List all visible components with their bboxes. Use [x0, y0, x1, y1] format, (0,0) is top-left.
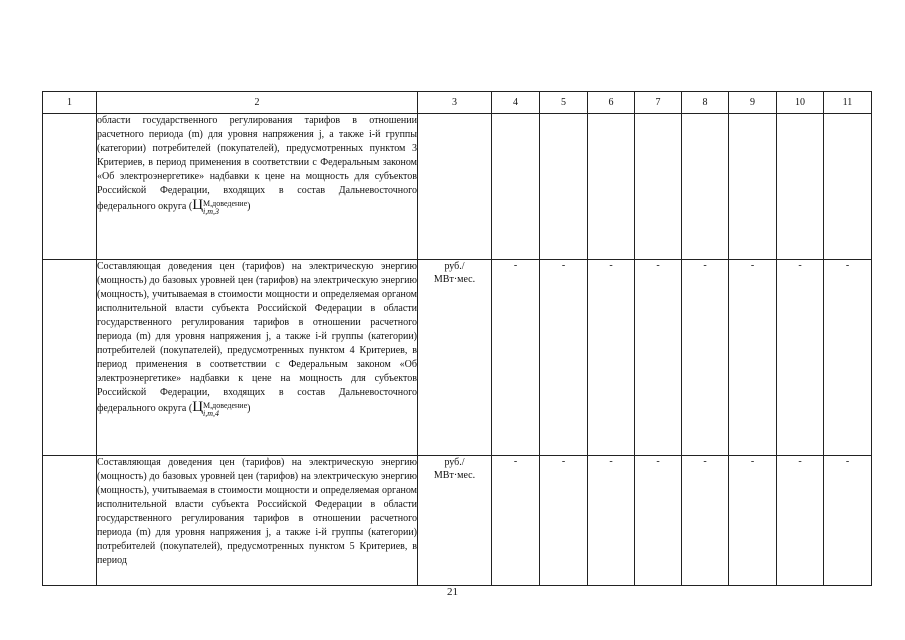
col-header-9: 9	[729, 92, 777, 114]
formula-superscript: М,доведение	[203, 199, 248, 208]
value-cell: -	[824, 456, 872, 586]
value-cell	[635, 114, 682, 260]
value-cell	[682, 114, 729, 260]
unit-cell	[418, 114, 492, 260]
value-cell: -	[540, 260, 588, 456]
table-row	[43, 456, 872, 586]
formula-indices	[203, 200, 247, 216]
description-paragraph	[97, 114, 417, 216]
value-cell: -	[777, 260, 824, 456]
value-cell	[540, 114, 588, 260]
unit-cell	[418, 260, 492, 456]
formula	[192, 399, 251, 418]
description-text: области государственного регулирования тарифов в отношении расчетного периода (m) для уровня напряжения j, а также i-й группы (категории) потребителей (покупателей), предусмотренных пунктом 3 Критериев, в период применения в соответствии с Федеральным законом «Об электроэнергетике» надбавки к цене на мощность для субъектов Российской Федерации, входящих в состав Дальневосточного федерального округа (	[97, 115, 417, 212]
value-cell: -	[777, 456, 824, 586]
col-header-3: 3	[418, 92, 492, 114]
unit-line: МВт·мес.	[433, 274, 476, 285]
formula-indices	[203, 402, 247, 418]
value-cell	[777, 114, 824, 260]
header-row	[43, 92, 872, 114]
value-cell: -	[682, 456, 729, 586]
formula-close-paren: )	[247, 403, 251, 414]
formula-symbol: Ц	[192, 399, 204, 415]
unit-line: МВт·мес.	[433, 470, 476, 481]
value-cell: -	[588, 456, 635, 586]
value-cell	[729, 114, 777, 260]
table-body	[43, 92, 872, 586]
unit-line: руб./	[444, 261, 465, 272]
row-index-cell	[43, 456, 97, 586]
value-cell: -	[492, 456, 540, 586]
formula-close-paren: )	[247, 201, 251, 212]
col-header-11: 11	[824, 92, 872, 114]
description-paragraph	[97, 456, 417, 568]
tariff-table	[42, 91, 872, 586]
description-text: Составляющая доведения цен (тарифов) на электрическую энергию (мощность) до базовых уровней цен (тарифов) на электрическую энергию (мощность), учитываемая в стоимости мощности и определяемая органом исполнительной власти субъекта Российской Федерации в области государственного регулирования тарифов в отношении расчетного периода (m) для уровня напряжения j, а также i-й группы (категории) потребителей (покупателей), предусмотренных пунктом 4 Критериев, в период применения в соответствии с Федеральным законом «Об электроэнергетике» надбавки к цене на мощность для субъектов Российской Федерации, входящих в состав Дальневосточного федерального округа (	[97, 261, 417, 414]
formula-subscript: i,m,3	[203, 207, 220, 216]
row-index-cell	[43, 114, 97, 260]
formula-subscript: i,m,4	[203, 409, 220, 418]
description-paragraph	[97, 260, 417, 418]
description-cell	[97, 114, 418, 260]
value-cell: -	[729, 260, 777, 456]
col-header-2: 2	[97, 92, 418, 114]
unit-line: руб./	[444, 457, 465, 468]
value-cell: -	[682, 260, 729, 456]
col-header-4: 4	[492, 92, 540, 114]
unit-cell	[418, 456, 492, 586]
table-row	[43, 260, 872, 456]
col-header-5: 5	[540, 92, 588, 114]
value-cell: -	[824, 260, 872, 456]
formula-superscript: М,доведение	[203, 401, 248, 410]
description-text: Составляющая доведения цен (тарифов) на электрическую энергию (мощность) до базовых уровней цен (тарифов) на электрическую энергию (мощность), учитываемая в стоимости мощности и определяемая органом исполнительной власти субъекта Российской Федерации в области государственного регулирования тарифов в отношении расчетного периода (m) для уровня напряжения j, а также i-й группы (категории) потребителей (покупателей), предусмотренных пунктом 5 Критериев, в период	[97, 457, 417, 566]
value-cell	[588, 114, 635, 260]
value-cell: -	[635, 260, 682, 456]
table-row	[43, 114, 872, 260]
formula	[192, 197, 251, 216]
col-header-7: 7	[635, 92, 682, 114]
value-cell: -	[635, 456, 682, 586]
value-cell: -	[588, 260, 635, 456]
formula-symbol: Ц	[192, 197, 204, 213]
value-cell	[492, 114, 540, 260]
value-cell: -	[492, 260, 540, 456]
description-cell	[97, 260, 418, 456]
value-cell	[824, 114, 872, 260]
page-number: 21	[447, 586, 458, 598]
description-cell	[97, 456, 418, 586]
col-header-6: 6	[588, 92, 635, 114]
col-header-8: 8	[682, 92, 729, 114]
value-cell: -	[540, 456, 588, 586]
col-header-10: 10	[777, 92, 824, 114]
col-header-1: 1	[43, 92, 97, 114]
value-cell: -	[729, 456, 777, 586]
row-index-cell	[43, 260, 97, 456]
